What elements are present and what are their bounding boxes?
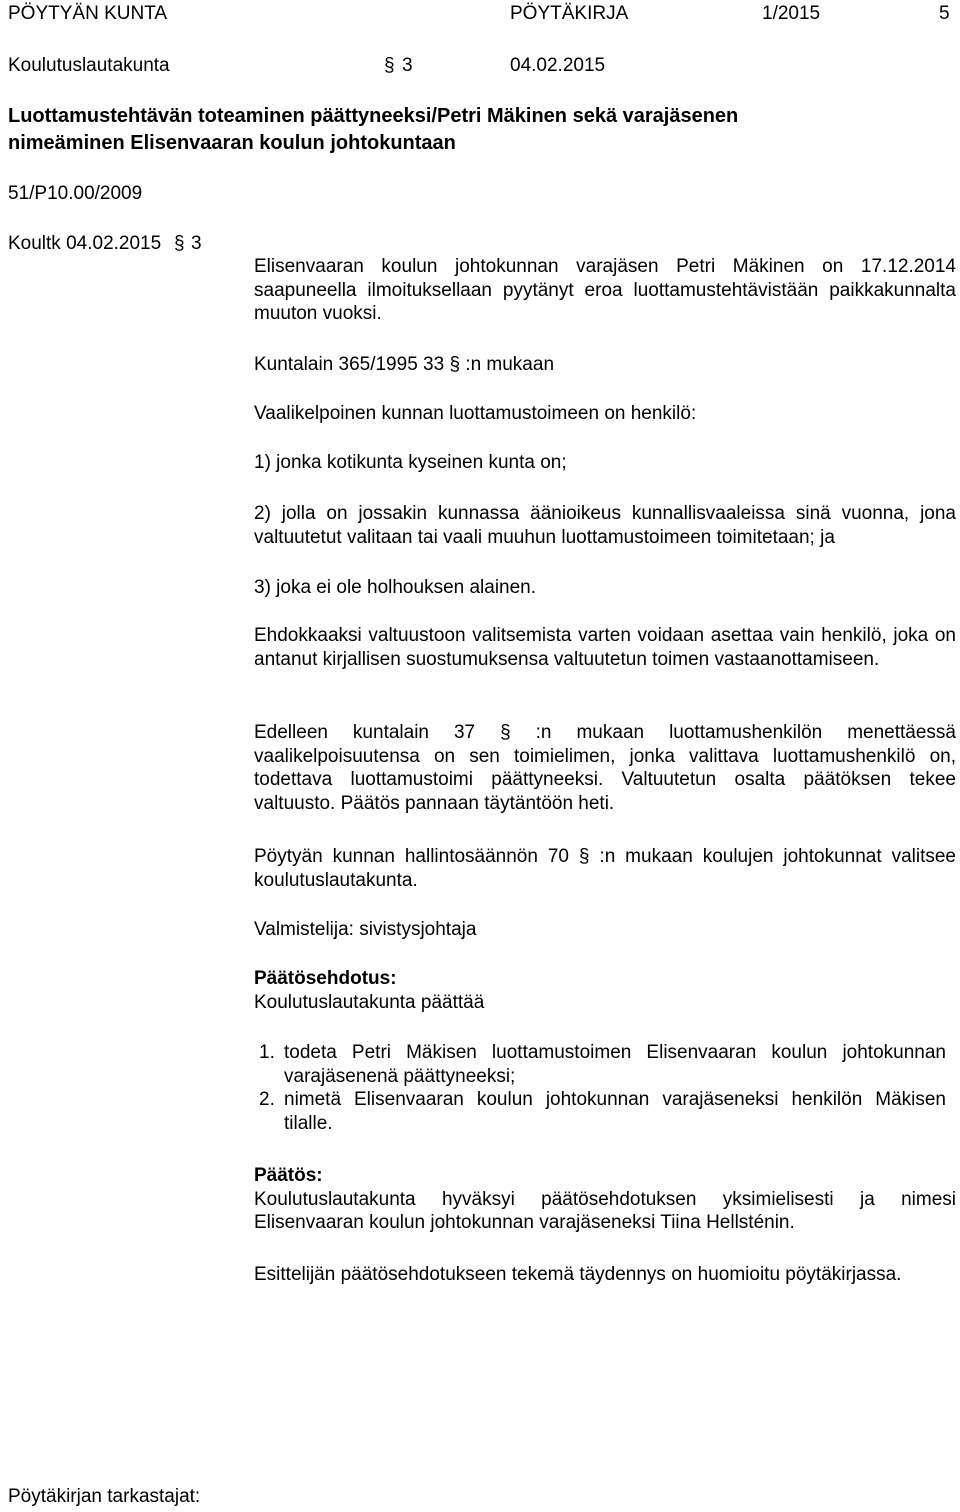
item-title-line-1: Luottamustehtävän toteaminen päättyneeksi/Petri Mäkinen sekä varajäsenen [8, 105, 739, 127]
paragraph-law-reference: Kuntalain 365/1995 33 § :n mukaan [254, 354, 555, 375]
proposal-intro: Koulutuslautakunta päättää [254, 991, 485, 1013]
header-date: 04.02.2015 [510, 55, 606, 76]
paragraph-condition-2: 2) jolla on jossakin kunnassa äänioikeus kunnallisvaaleissa sinä vuonna, jona valtuutetut valitaan tai vaali muuhun luottamustoimeen toimitetaan; ja [254, 503, 956, 548]
paragraph-condition-3: 3) joka ei ole holhouksen alainen. [254, 577, 537, 598]
reference-number: 51/P10.00/2009 [8, 183, 143, 204]
proposal-list [254, 1041, 946, 1135]
proposal-section [254, 967, 956, 1014]
decision-text: Koulutuslautakunta hyväksyi päätösehdotuksen yksimielisesti ja nimesi Elisenvaaran koulun johtokunnan varajäseneksi Tiina Hellsténin. [254, 1188, 956, 1233]
paragraph-candidacy: Ehdokkaaksi valtuustoon valitsemista varten voidaan asettaa vain henkilö, joka on antanut kirjallisen suostumuksensa valtuutetun toimen vastaanottamiseen. [254, 625, 956, 670]
proposal-label: Päätösehdotus: [254, 968, 397, 989]
header-committee: Koulutuslautakunta [8, 55, 170, 76]
header-org: PÖYTYÄN KUNTA [8, 3, 168, 24]
header-section: 3 [402, 55, 413, 76]
paragraph-administrative-rules: Pöytyän kunnan hallintosäännön 70 § :n mukaan koulujen johtokunnat valitsee koulutuslautakunta. [254, 846, 956, 891]
paragraph-preparer: Valmistelija: sivistysjohtaja [254, 919, 477, 940]
header-doc-type: PÖYTÄKIRJA [510, 3, 629, 24]
decision-note: Esittelijän päätösehdotukseen tekemä täydennys on huomioitu pöytäkirjassa. [254, 1264, 902, 1285]
header-section-sign: § [384, 55, 395, 76]
item-title-line-2: nimeäminen Elisenvaaran koulun johtokuntaan [8, 132, 456, 154]
paragraph-section-37: Edelleen kuntalain 37 § :n mukaan luottamushenkilön menettäessä vaalikelpoisuutensa on sen toimielimen, jonka valittava luottamushenkilö on, todettava luottamustoimi päättyneeksi. Valtuutetun osalta päätöksen tekee valtuusto. Päätös pannaan täytäntöön heti. [254, 722, 956, 814]
decision-label: Päätös: [254, 1165, 323, 1186]
proposal-item: 2. nimetä Elisenvaaran koulun johtokunnan varajäseneksi henkilön Mäkisen tilalle. [259, 1089, 946, 1134]
paragraph-eligibility: Vaalikelpoinen kunnan luottamustoimeen on henkilö: [254, 403, 697, 424]
paragraph-condition-1: 1) jonka kotikunta kyseinen kunta on; [254, 452, 567, 473]
paragraph-resignation: Elisenvaaran koulun johtokunnan varajäsen Petri Mäkinen on 17.12.2014 saapuneella ilmoituksellaan pyytänyt eroa luottamustehtävistään paikkakunnalta muuton vuoksi. [254, 256, 956, 324]
meeting-section: 3 [191, 233, 202, 254]
meeting-section-sign: § [174, 233, 185, 254]
footer-reviewers-label: Pöytäkirjan tarkastajat: [8, 1486, 201, 1507]
header-doc-number: 1/2015 [762, 3, 821, 24]
proposal-item: 1. todeta Petri Mäkisen luottamustoimen Elisenvaaran koulun johtokunnan varajäsenenä päättyneeksi; [259, 1042, 946, 1087]
meeting-reference: Koultk 04.02.2015 [8, 233, 162, 254]
item-title [8, 103, 908, 157]
decision-section [254, 1164, 956, 1235]
header-page-number: 5 [939, 3, 950, 24]
